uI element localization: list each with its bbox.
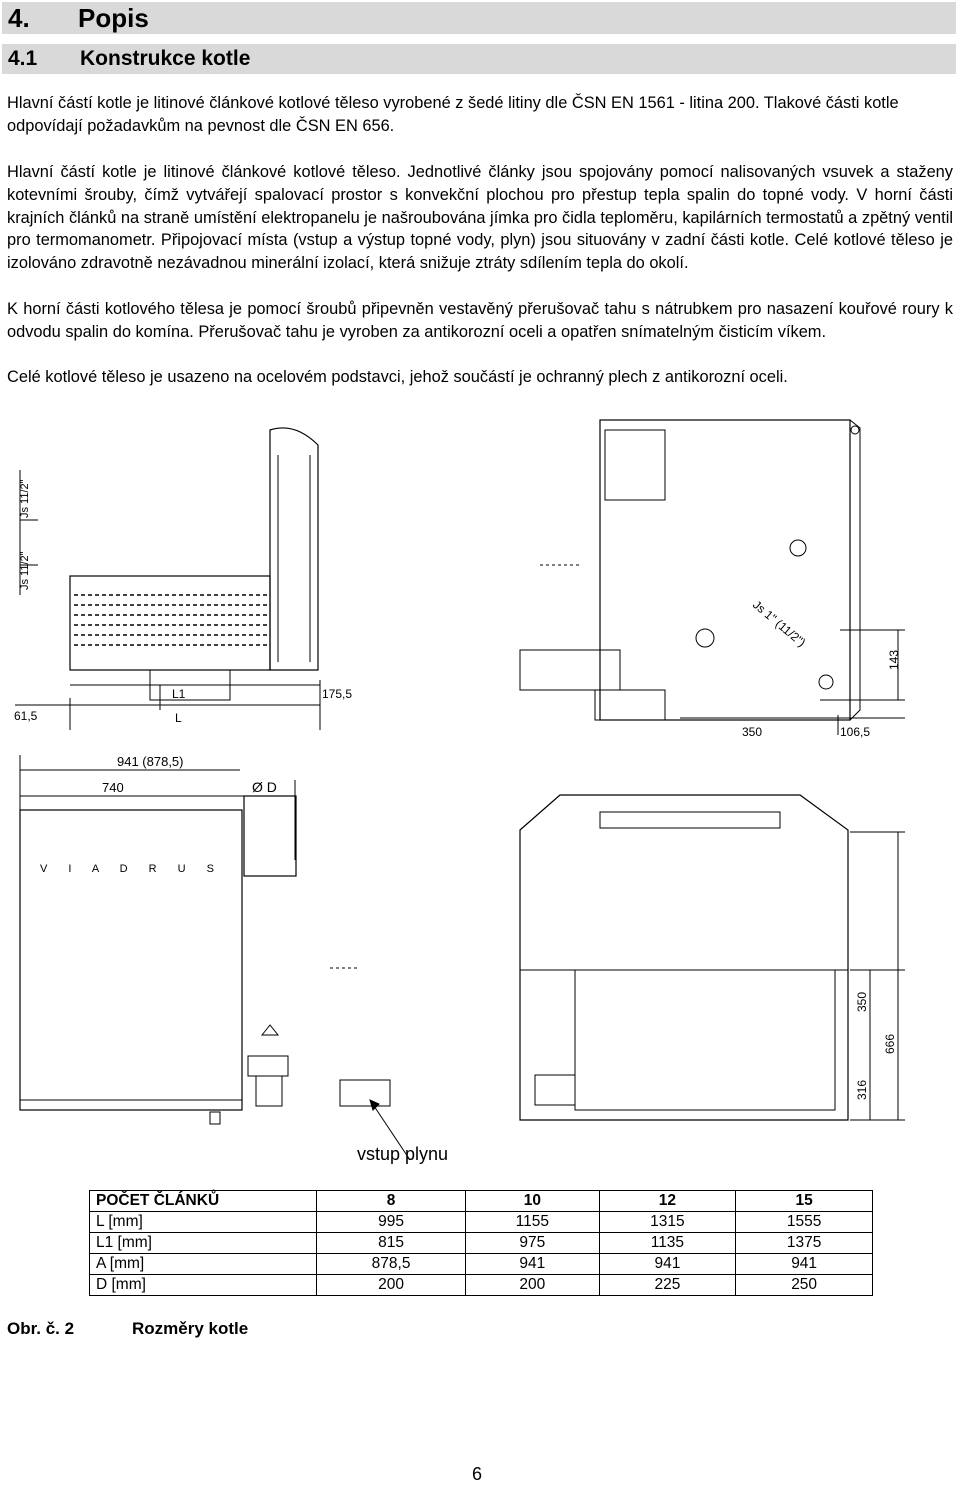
table-cell: 1155 <box>466 1212 599 1233</box>
paragraph-construction: Hlavní částí kotle je litinové článkové kotlové těleso. Jednotlivé články jsou spojovány pomocí nalisovaných vsuvek a staženy kotevními šrouby, čímž vytvářejí spalovací prostor s konvekční plochou pro přestup tepla spalin do topné vody. V horní části krajních článků na straně umístění elektropanelu je našroubována jímka pro čidla teploměru, kapilárních termostatů a zpětný ventil pro termomanometr. Připojovací místa (vstup a výstup topné vody, plyn) jsou situovány v zadní části kotle. Celé kotlové těleso je izolováno zdravotně nezávadnou minerální izolací, která snižuje ztráty sdílením tepla do okolí. <box>7 163 953 273</box>
label-350-horizontal: 350 <box>742 725 763 739</box>
row-label: D [mm] <box>90 1275 317 1296</box>
chapter-heading <box>2 2 956 34</box>
table-row <box>90 1254 873 1275</box>
section-heading <box>2 44 956 74</box>
side-view <box>14 428 352 730</box>
base-view <box>330 795 905 1160</box>
table-cell: 878,5 <box>317 1254 466 1275</box>
table-cell: 941 <box>466 1254 599 1275</box>
rear-view <box>520 420 905 739</box>
table-header-row <box>90 1191 873 1212</box>
table-row <box>90 1275 873 1296</box>
table-cell: 1315 <box>599 1212 736 1233</box>
label-diameter-D: Ø D <box>252 779 277 795</box>
front-view <box>20 754 296 1124</box>
label-js-1: Js 1" (11/2") <box>750 597 809 650</box>
table-cell: 1375 <box>736 1233 873 1254</box>
label-L: L <box>175 711 182 725</box>
figure-caption: Rozměry kotle <box>132 1319 249 1338</box>
label-175-5: 175,5 <box>322 687 353 701</box>
table-row <box>90 1212 873 1233</box>
table-header-cell: 15 <box>736 1191 873 1212</box>
section-number: 4.1 <box>8 47 38 70</box>
label-316: 316 <box>855 1079 869 1100</box>
chapter-number: 4. <box>8 3 30 33</box>
paragraph-base: Celé kotlové těleso je usazeno na ocelovém podstavci, jehož součástí je ochranný plech z antikorozní oceli. <box>7 368 788 386</box>
page-number: 6 <box>472 1464 483 1484</box>
table-header-cell: 10 <box>466 1191 599 1212</box>
paragraph-material: Hlavní částí kotle je litinové článkové kotlové těleso vyrobené z šedé litiny dle ČSN EN 1561 - litina 200. Tlakové části kotle odpovídají požadavkům na pevnost dle ČSN EN 656. <box>7 94 899 135</box>
label-350-vertical: 350 <box>855 991 869 1012</box>
table-cell: 815 <box>317 1233 466 1254</box>
gas-inlet-label: vstup plynu <box>357 1144 449 1164</box>
table-cell: 975 <box>466 1233 599 1254</box>
table-cell: 200 <box>466 1275 599 1296</box>
table-cell: 200 <box>317 1275 466 1296</box>
table-cell: 225 <box>599 1275 736 1296</box>
label-740: 740 <box>102 780 124 795</box>
table-header-cell: 12 <box>599 1191 736 1212</box>
chapter-title: Popis <box>78 3 149 33</box>
figure-number: Obr. č. 2 <box>7 1319 75 1338</box>
boiler-dimension-drawing <box>0 400 960 1170</box>
table-cell: 250 <box>736 1275 873 1296</box>
label-106-5: 106,5 <box>840 725 871 739</box>
table-header-cell: 8 <box>317 1191 466 1212</box>
table-header-label: POČET ČLÁNKŮ <box>90 1191 317 1212</box>
row-label: A [mm] <box>90 1254 317 1275</box>
table-cell: 941 <box>599 1254 736 1275</box>
table-cell: 941 <box>736 1254 873 1275</box>
table-cell: 1555 <box>736 1212 873 1233</box>
table-cell: 995 <box>317 1212 466 1233</box>
label-js-bottom: Js 11/2" <box>19 551 31 590</box>
label-941: 941 (878,5) <box>117 754 184 769</box>
label-143: 143 <box>887 649 901 670</box>
label-L1: L1 <box>172 687 186 701</box>
label-61-5: 61,5 <box>14 709 38 723</box>
table-row <box>90 1233 873 1254</box>
label-js-top: Js 11/2" <box>19 479 31 518</box>
label-666: 666 <box>883 1033 897 1054</box>
section-title: Konstrukce kotle <box>80 47 251 70</box>
row-label: L [mm] <box>90 1212 317 1233</box>
table-cell: 1135 <box>599 1233 736 1254</box>
row-label: L1 [mm] <box>90 1233 317 1254</box>
dimensions-table <box>89 1190 873 1296</box>
brand-viadrus: V I A D R U S <box>40 863 224 875</box>
paragraph-draft-diverter: K horní části kotlového tělesa je pomocí šroubů připevněn vestavěný přerušovač tahu s nátrubkem pro nasazení kouřové roury k odvodu spalin do komína. Přerušovač tahu je vyroben za antikorozní oceli a opatřen snímatelným čisticím víkem. <box>7 300 953 341</box>
